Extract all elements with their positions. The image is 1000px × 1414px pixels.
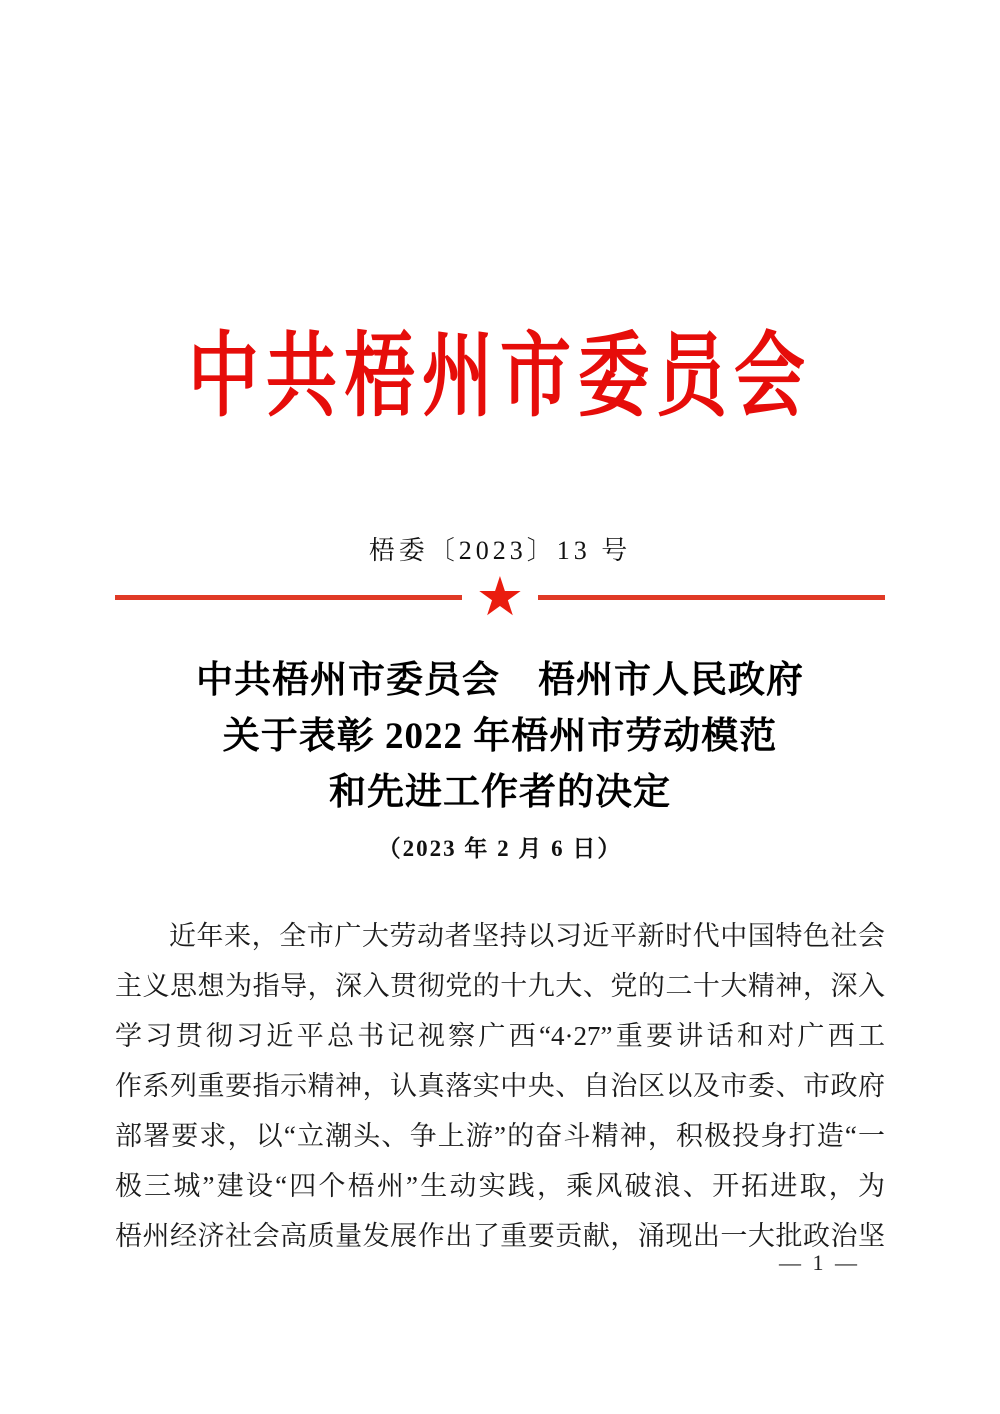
date-line: （2023 年 2 月 6 日） <box>377 835 623 861</box>
title-line-1: 中共梧州市委员会 梧州市人民政府 <box>196 659 804 701</box>
separator-line-left <box>115 595 462 600</box>
doc-number: 梧委〔2023〕13 号 <box>368 535 632 565</box>
red-header-org-title: 中共梧州市委员会 <box>187 327 812 429</box>
title-line-3: 和先进工作者的决定 <box>329 771 671 813</box>
body-line: 主义思想为指导，深入贯彻党的十九大、党的二十大精神，深入 <box>115 970 885 1001</box>
body-line: 梧州经济社会高质量发展作出了重要贡献，涌现出一大批政治坚 <box>115 1220 885 1251</box>
separator-line-right <box>538 595 885 600</box>
page-number: — 1 — <box>779 1250 860 1275</box>
body-line: 学习贯彻习近平总书记视察广西“4·27”重要讲话和对广西工 <box>115 1020 885 1051</box>
title-line-2: 关于表彰 2022 年梧州市劳动模范 <box>222 715 778 757</box>
document-title <box>115 653 885 821</box>
star-icon: ★ <box>475 566 525 627</box>
body-line: 极三城”建设“四个梧州”生动实践，乘风破浪、开拓进取，为 <box>115 1170 885 1201</box>
body-paragraph <box>115 911 885 1261</box>
body-line: 近年来，全市广大劳动者坚持以习近平新时代中国特色社会 <box>169 920 885 951</box>
body-line: 作系列重要指示精神，认真落实中央、自治区以及市委、市政府 <box>115 1070 885 1101</box>
red-separator <box>115 566 885 627</box>
body-line: 部署要求，以“立潮头、争上游”的奋斗精神，积极投身打造“一 <box>115 1120 885 1151</box>
